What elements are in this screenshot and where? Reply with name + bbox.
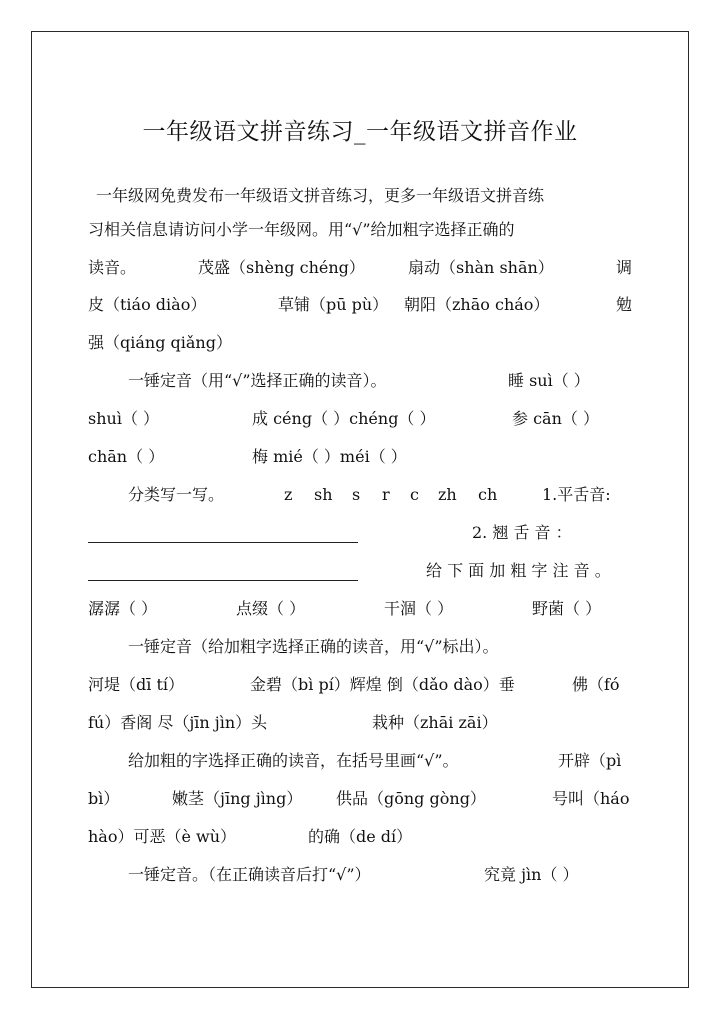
item-kaipi-a: 开辟（pì [558, 751, 622, 770]
section5-line-1 [88, 742, 634, 780]
section2-line-2 [88, 514, 634, 552]
letter-zh: zh [438, 485, 457, 504]
item-cheng: 成 céng（ ）chéng（ ） [252, 409, 436, 428]
letter-s: s [352, 485, 361, 504]
question-zhaoyang: 朝阳（zhāo cháo） [404, 295, 550, 314]
item-shui-a: 睡 suì（ ） [508, 371, 590, 390]
item-hedi: 河堤（dī tí） [88, 675, 184, 694]
section2-heading: 分类写一写。 [128, 485, 225, 504]
item-gongpin: 供品（gōng gòng） [336, 789, 486, 808]
item-shui-b: shuì（ ） [88, 409, 160, 428]
question-maosheng: 茂盛（shèng chéng） [198, 258, 365, 277]
item-zaizhong: 栽种（zhāi zāi） [372, 713, 498, 732]
intro-text-1: 一年级网免费发布一年级语文拼音练习，更多一年级语文拼音练 [96, 186, 545, 205]
section1-line-3 [88, 438, 634, 476]
intro-line-1 [88, 177, 634, 215]
section5-line-2 [88, 780, 634, 818]
section4-heading: 一锤定音（给加粗字选择正确的读音，用“√”标出）。 [128, 637, 499, 656]
section6-heading: 一锤定音。（在正确读音后打“√”） [128, 865, 371, 884]
item-kaipi-b: bì） [88, 789, 120, 808]
section1-line-2 [88, 400, 634, 438]
document-title: 一年级语文拼音练习_一年级语文拼音作业 [142, 119, 578, 145]
answer-line-flat[interactable] [88, 542, 358, 543]
item-haojiao-a: 号叫（háo [552, 789, 630, 808]
item-haojiao-b: hào）可恶（è wù） [88, 827, 237, 846]
letter-ch: ch [478, 485, 498, 504]
item-jinbi: 金碧（bì pí）辉煌 倒（dǎo dào）垂 [250, 675, 515, 694]
section3-heading: 给 下 面 加 粗 字 注 音 。 [426, 561, 611, 580]
question-mianqiang-b: 强（qiáng qiǎng） [88, 333, 232, 352]
item-dique: 的确（de dí） [308, 827, 413, 846]
item-can-a: 参 cān（ ） [512, 409, 599, 428]
item-jiujing: 究竟 jìn（ ） [484, 865, 579, 884]
question-tiaopi-a: 调 [616, 258, 633, 277]
item-mei: 梅 mié（ ）méi（ ） [252, 447, 407, 466]
intro-line-4 [88, 286, 634, 324]
word-dianzhui: 点缀（ ） [236, 599, 306, 618]
section2-line-3 [88, 552, 634, 590]
section4-line-3 [88, 704, 634, 742]
word-gahe: 干涸（ ） [384, 599, 454, 618]
section4-line-2 [88, 666, 634, 704]
item-fo-a: 佛（fó [572, 675, 620, 694]
section2-line-1 [88, 476, 634, 514]
section6-line-1 [88, 856, 634, 894]
question-caopu: 草铺（pū pù） [278, 295, 389, 314]
word-chanchan: 潺潺（ ） [88, 599, 158, 618]
question-mianqiang-a: 勉 [616, 295, 633, 314]
retroflex-label: 2. 翘 舌 音 ： [472, 523, 572, 542]
section1-line-1 [88, 362, 634, 400]
flat-tongue-label: 1.平舌音: [542, 485, 611, 504]
letter-r: r [382, 485, 390, 504]
item-nenjing: 嫩茎（jīng jìng） [172, 789, 303, 808]
section4-line-1 [88, 628, 634, 666]
intro-text-2: 习相关信息请访问小学一年级网。用“√”给加粗字选择正确的 [88, 220, 515, 239]
intro-line-2 [88, 211, 634, 249]
letter-sh: sh [314, 485, 333, 504]
section3-line-1 [88, 590, 634, 628]
section5-line-3 [88, 818, 634, 856]
question-shandong: 扇动（shàn shān） [408, 258, 554, 277]
answer-line-retroflex[interactable] [88, 580, 358, 581]
letter-z: z [284, 485, 293, 504]
question-tiaopi-b: 皮（tiáo diào） [88, 295, 207, 314]
item-can-b: chān（ ） [88, 447, 165, 466]
intro-line-3 [88, 249, 634, 287]
letter-c: c [410, 485, 419, 504]
intro-line-5 [88, 324, 634, 362]
item-fo-b: fú）香阁 尽（jīn jìn）头 [88, 713, 268, 732]
word-yejun: 野菌（ ） [532, 599, 602, 618]
section1-heading: 一锤定音（用“√”选择正确的读音）。 [128, 371, 387, 390]
intro-label: 读音。 [88, 258, 137, 277]
section5-heading: 给加粗的字选择正确的读音，在括号里画“√”。 [128, 751, 459, 770]
